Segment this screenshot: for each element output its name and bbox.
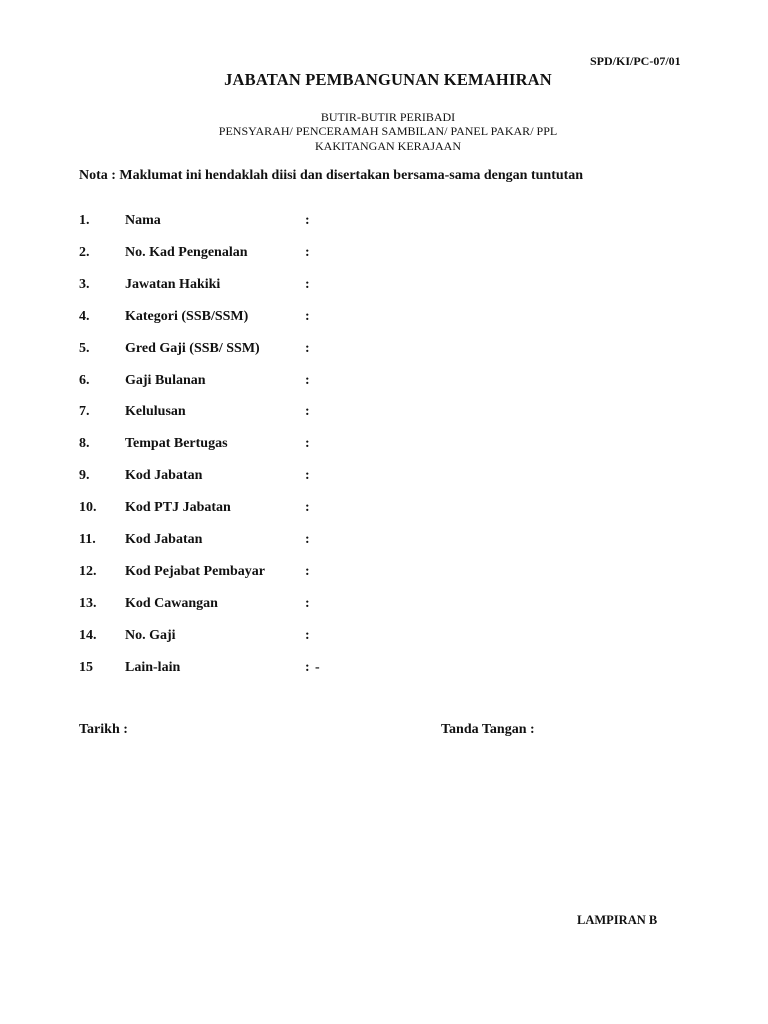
subtitle-line-1: BUTIR-BUTIR PERIBADI (320, 110, 456, 124)
field-label: Tempat Bertugas (125, 436, 228, 452)
field-label: No. Kad Pengenalan (125, 244, 248, 260)
field-row (0, 532, 768, 552)
field-colon: : (305, 213, 310, 228)
field-colon: : (305, 659, 310, 675)
field-colon: : (305, 627, 310, 643)
field-row (0, 404, 768, 424)
field-row (0, 436, 768, 456)
field-row (0, 373, 768, 393)
field-number: 10. (79, 500, 97, 516)
field-label: Jawatan Hakiki (125, 276, 221, 292)
field-number: 14. (79, 627, 97, 643)
field-colon: : (305, 340, 310, 356)
field-label: Kod Jabatan (125, 532, 203, 547)
subtitle-line-2: PENSYARAH/ PENCERAMAH SAMBILAN/ PANEL PAKAR/ PPL (218, 124, 558, 138)
field-row (0, 277, 768, 297)
field-row (0, 309, 768, 329)
document-title: JABATAN PEMBANGUNAN KEMAHIRAN (224, 70, 552, 89)
field-row (0, 213, 768, 233)
field-label: Kategori (SSB/SSM) (125, 308, 249, 324)
field-row (0, 564, 768, 584)
field-row (0, 245, 768, 265)
field-number: 13. (79, 595, 97, 611)
field-label: Lain-lain (125, 659, 181, 675)
field-number: 8. (79, 436, 90, 452)
signature-label: Tanda Tangan : (441, 722, 535, 737)
field-value[interactable]: - (315, 659, 320, 675)
field-colon: : (305, 244, 310, 260)
field-colon: : (305, 404, 310, 420)
field-label: No. Gaji (125, 627, 176, 643)
field-colon: : (305, 436, 310, 452)
appendix-label: LAMPIRAN B (577, 913, 658, 927)
field-row (0, 500, 768, 520)
field-colon: : (305, 500, 310, 516)
field-number: 9. (79, 468, 90, 484)
field-number: 11. (79, 532, 96, 547)
field-colon: : (305, 563, 310, 579)
field-number: 12. (79, 563, 97, 579)
field-label: Kod Jabatan (125, 468, 203, 484)
field-row (0, 468, 768, 488)
field-colon: : (305, 308, 310, 324)
field-label: Kod PTJ Jabatan (125, 500, 231, 516)
field-label: Kelulusan (125, 404, 186, 420)
date-label: Tarikh : (79, 722, 128, 737)
field-colon: : (305, 595, 310, 611)
field-row (0, 628, 768, 648)
field-label: Kod Cawangan (125, 595, 218, 611)
field-number: 6. (79, 372, 90, 388)
instruction-note: Nota : Maklumat ini hendaklah diisi dan disertakan bersama-sama dengan tuntutan (79, 168, 584, 183)
document-reference-code: SPD/KI/PC-07/01 (590, 54, 681, 68)
field-number: 7. (79, 404, 90, 420)
field-number: 4. (79, 308, 90, 324)
field-number: 3. (79, 276, 90, 292)
field-label: Gred Gaji (SSB/ SSM) (125, 340, 260, 356)
field-label: Nama (125, 213, 161, 228)
subtitle-line-3: KAKITANGAN KERAJAAN (314, 139, 462, 153)
field-row (0, 596, 768, 616)
field-label: Kod Pejabat Pembayar (125, 563, 265, 579)
field-colon: : (305, 276, 310, 292)
field-row (0, 341, 768, 361)
field-colon: : (305, 532, 310, 547)
field-colon: : (305, 468, 310, 484)
field-label: Gaji Bulanan (125, 372, 206, 388)
field-row (0, 660, 768, 680)
field-colon: : (305, 372, 310, 388)
field-number: 15 (79, 659, 93, 675)
field-number: 2. (79, 244, 90, 260)
field-number: 5. (79, 340, 90, 356)
field-number: 1. (79, 213, 90, 228)
